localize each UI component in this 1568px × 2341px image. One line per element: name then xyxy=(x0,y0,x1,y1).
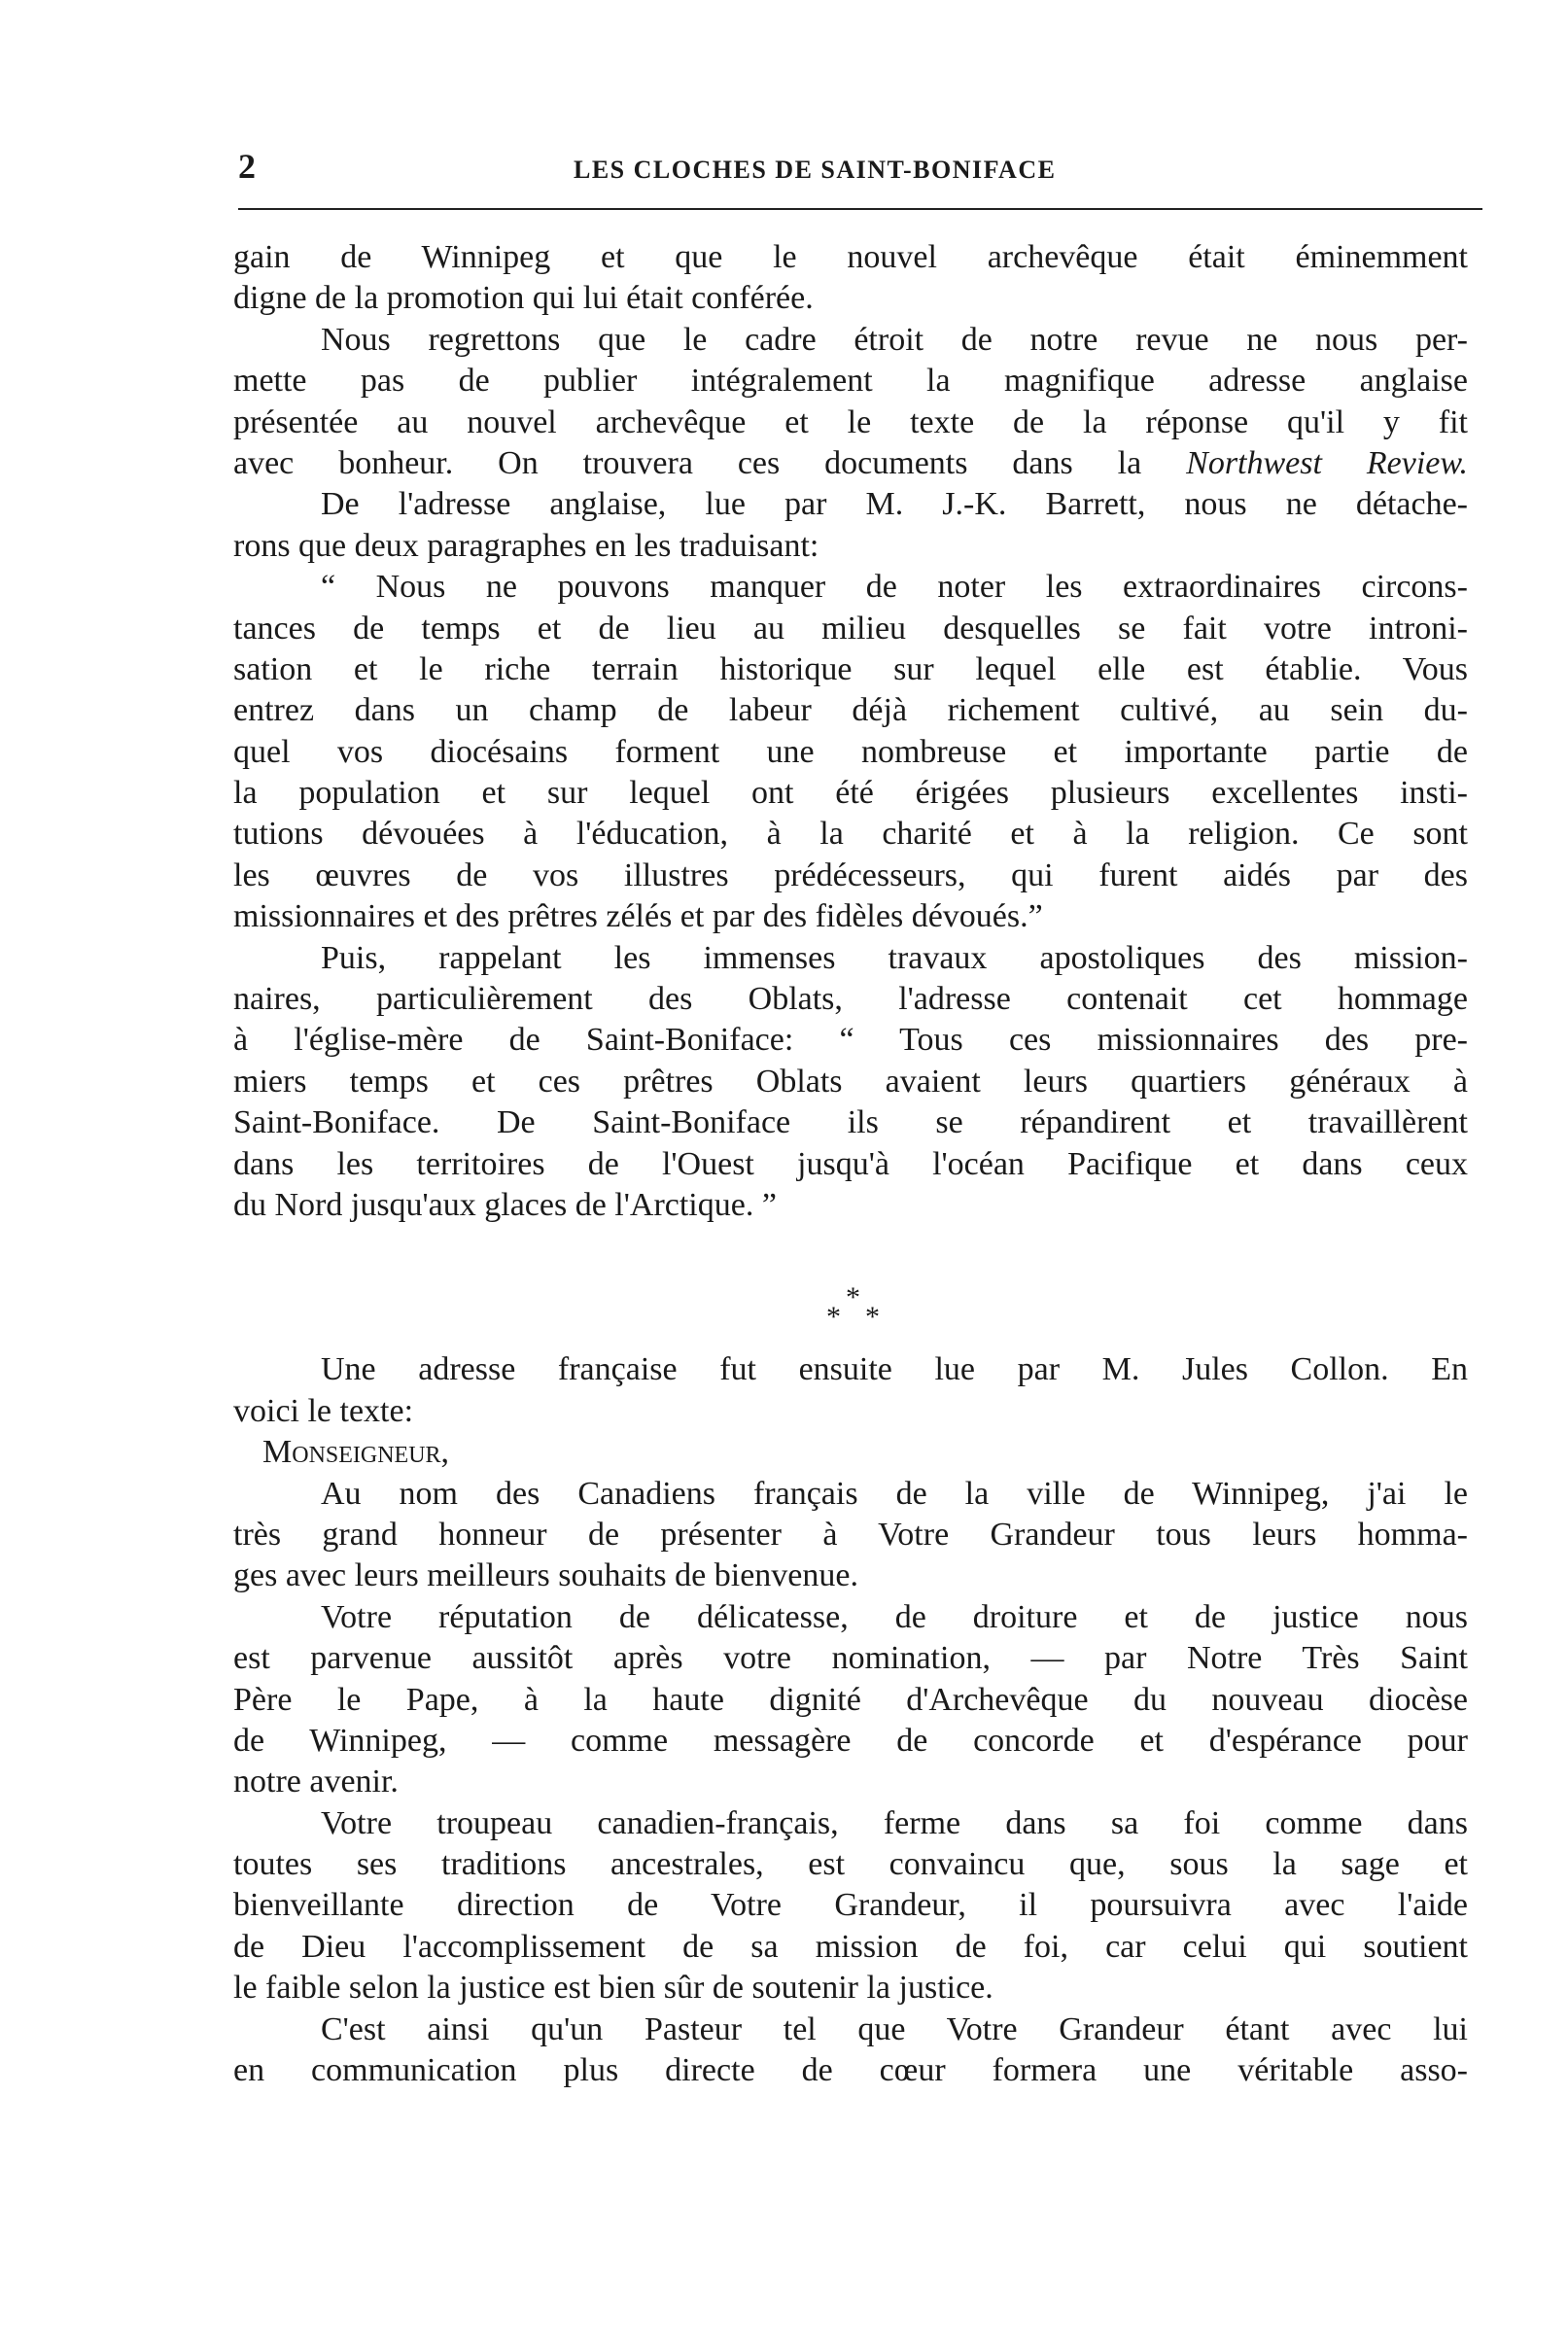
text-line: Votre réputation de délicatesse, de droiture et de justice nous xyxy=(321,1598,1468,1635)
text-line: C'est ainsi qu'un Pasteur tel que Votre Grandeur étant avec lui xyxy=(321,2010,1468,2047)
text-line: miers temps et ces prêtres Oblats avaient leurs quartiers généraux à xyxy=(233,1063,1468,1100)
text-line: rons que deux paragraphes en les traduisant: xyxy=(233,527,819,564)
text-line: présentée au nouvel archevêque et le texte de la réponse qu'il y fit xyxy=(233,403,1468,440)
text-line: les œuvres de vos illustres prédécesseurs, qui furent aidés par des xyxy=(233,856,1468,893)
text-line: entrez dans un champ de labeur déjà richement cultivé, au sein du- xyxy=(233,692,1468,729)
text-line: est parvenue aussitôt après votre nomination, — par Notre Très Saint xyxy=(233,1640,1468,1677)
text-line: “ Nous ne pouvons manquer de noter les extraordinaires circons- xyxy=(321,569,1468,606)
text-line: Puis, rappelant les immenses travaux apostoliques des mission- xyxy=(321,939,1468,976)
text-line: digne de la promotion qui lui était conférée. xyxy=(233,280,814,317)
page-header xyxy=(238,146,1482,185)
separator-star: * xyxy=(865,1301,880,1333)
text-line: le faible selon la justice est bien sûr de soutenir la justice. xyxy=(233,1970,993,2007)
text-line: à l'église-mère de Saint-Boniface: “ Tous ces missionnaires des pre- xyxy=(233,1022,1468,1059)
text-fragment: avec bonheur. On trouvera ces documents dans la xyxy=(233,444,1142,481)
text-line: gain de Winnipeg et que le nouvel archevêque était éminemment xyxy=(233,239,1468,275)
running-title: LES CLOCHES DE SAINT-BONIFACE xyxy=(574,156,1057,184)
text-line: Saint-Boniface. De Saint-Boniface ils se répandirent et travaillèrent xyxy=(233,1104,1468,1141)
text-line: dans les territoires de l'Ouest jusqu'à l'océan Pacifique et dans ceux xyxy=(233,1145,1468,1182)
text-line: Une adresse française fut ensuite lue par M. Jules Collon. En xyxy=(321,1351,1468,1388)
text-line: Nous regrettons que le cadre étroit de notre revue ne nous per- xyxy=(321,321,1468,358)
text-line xyxy=(233,443,1468,484)
review-name: Northwest Review. xyxy=(1186,444,1468,481)
text-line: très grand honneur de présenter à Votre Grandeur tous leurs homma- xyxy=(233,1516,1468,1553)
text-line: de Dieu l'accomplissement de sa mission de foi, car celui qui soutient xyxy=(233,1928,1468,1965)
text-line: De l'adresse anglaise, lue par M. J.-K. Barrett, nous ne détache- xyxy=(321,486,1468,523)
text-line: notre avenir. xyxy=(233,1764,399,1800)
text-line: bienveillante direction de Votre Grandeur, il poursuivra avec l'aide xyxy=(233,1887,1468,1924)
text-line: Votre troupeau canadien-français, ferme dans sa foi comme dans xyxy=(321,1804,1468,1841)
text-line: en communication plus directe de cœur formera une véritable asso- xyxy=(233,2052,1468,2089)
text-line: naires, particulièrement des Oblats, l'adresse contenait cet hommage xyxy=(233,981,1468,1018)
separator-star: * xyxy=(826,1301,841,1333)
text-line: voici le texte: xyxy=(233,1392,414,1429)
text-line: mette pas de publier intégralement la magnifique adresse anglaise xyxy=(233,363,1468,400)
text-line: missionnaires et des prêtres zélés et par des fidèles dévoués.” xyxy=(233,898,1043,935)
body-text xyxy=(233,237,1468,2091)
salutation: Monseigneur, xyxy=(262,1434,450,1471)
text-line: de Winnipeg, — comme messagère de concorde et d'espérance pour xyxy=(233,1722,1468,1759)
page-number: 2 xyxy=(238,147,256,186)
text-line: toutes ses traditions ancestrales, est convaincu que, sous la sage et xyxy=(233,1846,1468,1883)
text-line: Au nom des Canadiens français de la ville de Winnipeg, j'ai le xyxy=(321,1475,1468,1512)
text-line: quel vos diocésains forment une nombreuse et importante partie de xyxy=(233,733,1468,770)
text-line: tutions dévouées à l'éducation, à la charité et à la religion. Ce sont xyxy=(233,816,1468,853)
text-line: tances de temps et de lieu au milieu desquelles se fait votre introni- xyxy=(233,610,1468,646)
separator-star: * xyxy=(846,1281,860,1313)
text-line: la population et sur lequel ont été érigées plusieurs excellentes insti- xyxy=(233,775,1468,812)
text-line: Père le Pape, à la haute dignité d'Archevêque du nouveau diocèse xyxy=(233,1681,1468,1718)
text-line: ges avec leurs meilleurs souhaits de bienvenue. xyxy=(233,1557,858,1594)
text-line: du Nord jusqu'aux glaces de l'Arctique. ” xyxy=(233,1186,777,1223)
header-rule xyxy=(238,208,1482,210)
text-line: sation et le riche terrain historique sur lequel elle est établie. Vous xyxy=(233,650,1468,687)
section-separator xyxy=(817,1281,894,1340)
